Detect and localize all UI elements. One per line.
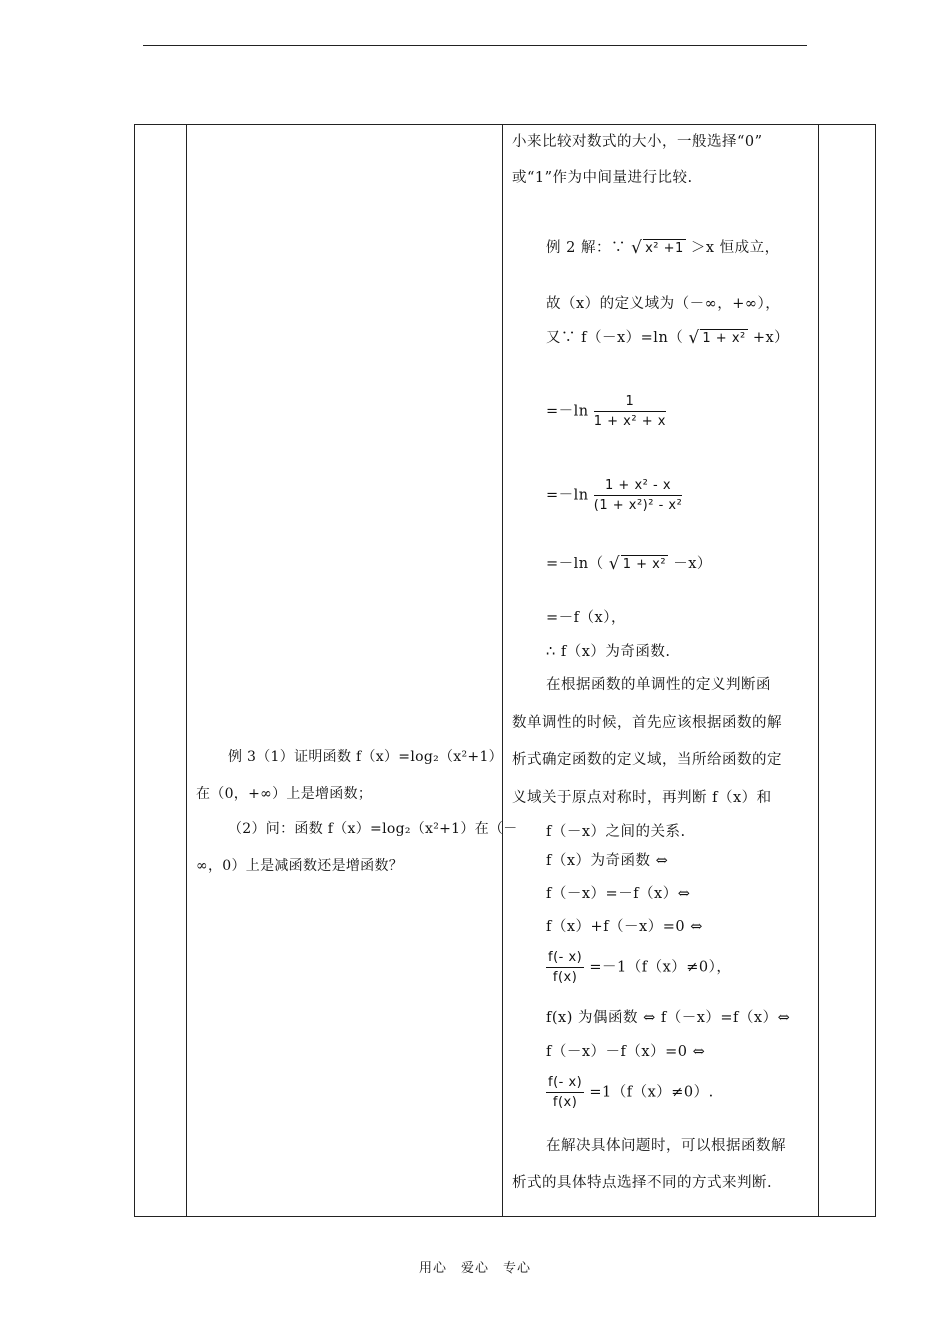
text: +x） bbox=[752, 330, 790, 346]
sqrt-expression: √ 1 + x² bbox=[608, 554, 667, 574]
sqrt-body: x² +1 bbox=[645, 241, 684, 256]
text: =－ln（ bbox=[546, 556, 604, 572]
equation-line: =－f（x）， bbox=[546, 610, 626, 626]
example-3-line: 在（0，+∞）上是增函数； bbox=[196, 786, 373, 802]
sqrt-body: 1 + x² bbox=[702, 331, 746, 346]
fraction bbox=[546, 950, 584, 985]
page-footer: 用心 爱心 专心 bbox=[418, 1261, 531, 1276]
denominator: (1 + x²)² - x² bbox=[593, 498, 683, 513]
numerator: 1 bbox=[594, 394, 666, 412]
text: =－ln bbox=[546, 403, 589, 420]
paragraph-line: 义域关于原点对称时，再判断 f（x）和 bbox=[512, 790, 772, 806]
paragraph-line: 或“1”作为中间量进行比较. bbox=[512, 170, 693, 186]
odd-function-line bbox=[546, 950, 731, 985]
sqrt-body: 1 + x² bbox=[622, 557, 667, 572]
table-column-divider bbox=[186, 124, 187, 1217]
text: －x） bbox=[673, 556, 712, 572]
conclusion-line: ∴ f（x）为奇函数. bbox=[546, 644, 671, 660]
sqrt-expression: √ 1 + x² bbox=[688, 328, 746, 348]
fraction bbox=[546, 1075, 584, 1110]
text: 又∵ f（－x）=ln（ bbox=[546, 330, 684, 346]
equation-line bbox=[546, 552, 712, 573]
equation-line bbox=[546, 394, 666, 429]
fraction bbox=[594, 478, 683, 513]
example-3-line: （2）问：函数 f（x）=log₂（x²+1）在（－ bbox=[228, 821, 518, 837]
paragraph-line: 小来比较对数式的大小，一般选择“0” bbox=[512, 134, 763, 150]
numerator: f(- x) bbox=[546, 1075, 584, 1093]
equation-line bbox=[546, 478, 682, 513]
example-3-line: 例 3（1）证明函数 f（x）=log₂（x²+1） bbox=[228, 749, 503, 765]
denominator: f(x) bbox=[552, 1095, 578, 1110]
paragraph-line: 析式的具体特点选择不同的方式来判断. bbox=[512, 1175, 773, 1191]
numerator: f(- x) bbox=[546, 950, 584, 968]
text: =－1（f（x）≠0）， bbox=[589, 959, 732, 976]
header-rule bbox=[143, 45, 807, 46]
odd-function-line: f（－x）=－f（x）⇔ bbox=[546, 886, 691, 902]
odd-function-line: f（x）为奇函数 ⇔ bbox=[546, 853, 669, 869]
sqrt-expression: √ x² +1 bbox=[631, 238, 684, 258]
even-function-line: f（－x）－f（x）=0 ⇔ bbox=[546, 1044, 706, 1060]
text: =1（f（x）≠0）. bbox=[589, 1084, 714, 1101]
even-function-line: f(x) 为偶函数 ⇔ f（－x）=f（x）⇔ bbox=[546, 1010, 791, 1026]
denominator: f(x) bbox=[552, 970, 578, 985]
example-3-line: ∞，0）上是减函数还是增函数？ bbox=[196, 858, 404, 874]
fraction bbox=[594, 394, 666, 429]
text: =－ln bbox=[546, 487, 589, 504]
paragraph-line: 在根据函数的单调性的定义判断函 bbox=[546, 677, 771, 693]
example-2-line bbox=[546, 236, 780, 257]
even-function-line bbox=[546, 1075, 714, 1110]
paragraph-line: 在解决具体问题时，可以根据函数解 bbox=[546, 1138, 786, 1154]
paragraph-line: f（－x）之间的关系. bbox=[546, 824, 686, 840]
text: ＞x 恒成立， bbox=[690, 240, 780, 256]
content-table bbox=[134, 124, 876, 1217]
denominator: 1 + x² + x bbox=[593, 414, 666, 429]
table-column-divider bbox=[818, 124, 819, 1217]
odd-function-line: f（x）+f（－x）=0 ⇔ bbox=[546, 919, 703, 935]
text: 例 2 解：∵ bbox=[546, 240, 626, 256]
table-column-divider bbox=[502, 124, 503, 1217]
numerator: 1 + x² - x bbox=[594, 478, 683, 496]
equation-line bbox=[546, 326, 789, 347]
paragraph-line: 数单调性的时候，首先应该根据函数的解 bbox=[512, 715, 782, 731]
paragraph-line: 析式确定函数的定义域，当所给函数的定 bbox=[512, 752, 782, 768]
domain-line: 故（x）的定义域为（－∞，+∞）， bbox=[546, 296, 781, 312]
